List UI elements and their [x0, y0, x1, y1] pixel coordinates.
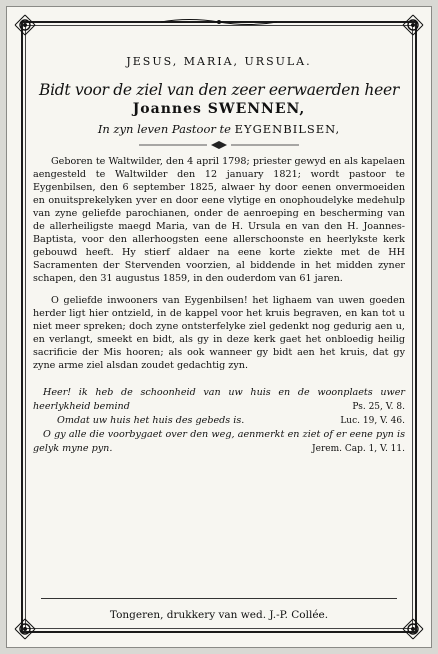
verse-luke: [33, 414, 405, 428]
deceased-name: Joannes SWENNEN,: [132, 101, 306, 117]
card-content: [33, 35, 405, 456]
office-line: [33, 122, 405, 136]
prayer-card: [6, 6, 432, 648]
prayer-title: Bidt voor de ziel van den zeer eerwaerden heer: [39, 81, 399, 99]
printer-imprint: Tongeren, drukkery van wed. J.-P. Collée.: [109, 609, 329, 621]
verse-reference: Ps. 25, V. 8.: [352, 402, 405, 412]
top-flourish-icon: [159, 17, 279, 27]
scripture-verses: [33, 386, 405, 456]
exhortation-paragraph: O geliefde inwooners van Eygenbilsen! het lighaem van uwen goeden herder ligt hier ontzield, in de kappel voor het kruis begraven, en kan tot u niet meer spreken; doch zyne ontsterfelyke ziel gedenkt nog gedurig aen u, en verlangt, smeekt en bidt, als gy in deze kerk gaet het onbloedig heilig sacrificie der Mis hooren; als ook wanneer gy bidt aen het kruis, dat gy zyne arme ziel alsdan zoudet gedachtig zyn.: [33, 295, 405, 371]
verse-reference: Jerem. Cap. 1, V. 11.: [312, 444, 405, 454]
verse-text: Heer! ik heb de schoonheid van uw huis en de woonplaets uwer heerlykheid bemind: [33, 387, 405, 412]
invocation-header: JESUS, MARIA, URSULA.: [126, 55, 312, 68]
office-place: EYGENBILSEN,: [234, 122, 341, 136]
verse-reference: Luc. 19, V. 46.: [340, 416, 405, 426]
separator-flourish-icon: [119, 141, 319, 149]
verse-jeremiah: [33, 428, 405, 456]
printer-divider: [41, 598, 397, 599]
biography-paragraph: Geboren te Waltwilder, den 4 april 1798; priester gewyd en als kapelaen aengesteld te Waltwilder den 12 january 1821; wordt pastoor te Eygenbilsen, den 6 september 1825, alwaer hy door eenen onvermoeiden en onuitsprekelyken yver en door eene vlytige en onophoudelyke medehulp van zyne geliefde parochianen, onder de aenroeping en bescherming van de allerheiligste maegd Maria, van de H. Ursula en van den H. Joannes-Baptista, voor den allerhoogsten eene allerschoonste en heerlykste kerk gebouwd heeft. Hy stierf aldaer na eene korte ziekte met de HH Sacramenten der Stervenden voorzien, al biddende in het midden zyner schapen, den 31 augustus 1859, in den ouderdom van 61 jaren.: [33, 156, 405, 284]
verse-psalm: [33, 386, 405, 414]
verse-text: Omdat uw huis het huis des gebeds is.: [57, 415, 245, 426]
office-prefix: In zyn leven Pastoor te: [97, 122, 231, 136]
verse-text: O gy alle die voorbygaet over den weg, aenmerkt en ziet of er eene pyn is gelyk myne pyn.: [33, 429, 405, 454]
